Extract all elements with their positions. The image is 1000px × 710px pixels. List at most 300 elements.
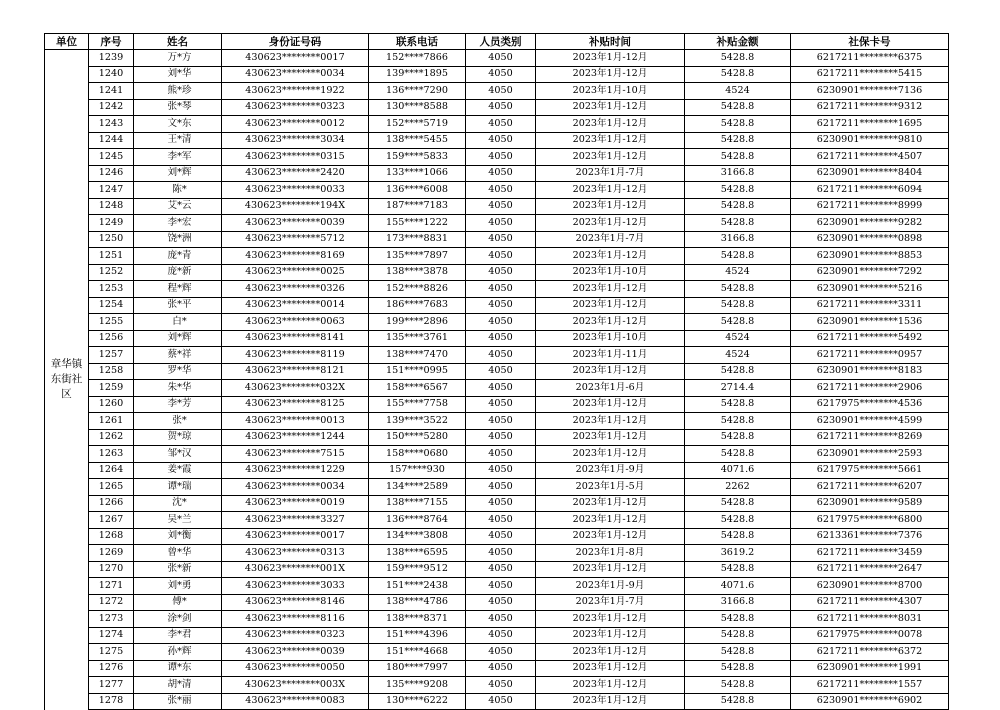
header-id-number: 身份证号码 [222, 34, 369, 50]
cell-name: 谭*瑞 [134, 479, 222, 496]
cell-phone: 134****3808 [369, 528, 466, 545]
table-row [45, 99, 949, 116]
cell-id-number: 430623********2420 [222, 165, 369, 182]
cell-id-number: 430623********032X [222, 380, 369, 397]
cell-id-number: 430623********0323 [222, 627, 369, 644]
cell-social-card: 6217211********2906 [791, 380, 949, 397]
cell-subsidy-amount: 5428.8 [685, 215, 791, 232]
cell-subsidy-amount: 5428.8 [685, 429, 791, 446]
cell-subsidy-period: 2023年1月-12月 [536, 413, 685, 430]
cell-phone: 139****1895 [369, 66, 466, 83]
cell-category: 4050 [466, 660, 536, 677]
cell-subsidy-period: 2023年1月-12月 [536, 396, 685, 413]
cell-name: 饶*洲 [134, 231, 222, 248]
cell-subsidy-period: 2023年1月-12月 [536, 66, 685, 83]
cell-phone: 159****9512 [369, 561, 466, 578]
cell-name: 邹*汉 [134, 446, 222, 463]
cell-category: 4050 [466, 611, 536, 628]
cell-phone: 130****6222 [369, 693, 466, 710]
cell-subsidy-period: 2023年1月-10月 [536, 83, 685, 100]
cell-serial: 1275 [89, 644, 134, 661]
cell-subsidy-period: 2023年1月-12月 [536, 446, 685, 463]
cell-serial: 1262 [89, 429, 134, 446]
cell-id-number: 430623********1229 [222, 462, 369, 479]
cell-name: 刘*勇 [134, 578, 222, 595]
cell-serial: 1248 [89, 198, 134, 215]
cell-subsidy-period: 2023年1月-12月 [536, 363, 685, 380]
cell-serial: 1244 [89, 132, 134, 149]
cell-subsidy-period: 2023年1月-12月 [536, 198, 685, 215]
cell-social-card: 6217211********0957 [791, 347, 949, 364]
cell-name: 朱*华 [134, 380, 222, 397]
table-row [45, 677, 949, 694]
cell-subsidy-amount: 5428.8 [685, 281, 791, 298]
cell-category: 4050 [466, 281, 536, 298]
cell-name: 罗*华 [134, 363, 222, 380]
cell-phone: 134****2589 [369, 479, 466, 496]
cell-serial: 1253 [89, 281, 134, 298]
cell-subsidy-period: 2023年1月-12月 [536, 116, 685, 133]
cell-subsidy-period: 2023年1月-12月 [536, 248, 685, 265]
cell-serial: 1259 [89, 380, 134, 397]
header-name: 姓名 [134, 34, 222, 50]
cell-phone: 135****7897 [369, 248, 466, 265]
cell-category: 4050 [466, 297, 536, 314]
cell-category: 4050 [466, 627, 536, 644]
cell-phone: 187****7183 [369, 198, 466, 215]
table-row [45, 264, 949, 281]
cell-subsidy-amount: 5428.8 [685, 314, 791, 331]
cell-category: 4050 [466, 561, 536, 578]
cell-subsidy-amount: 4524 [685, 347, 791, 364]
cell-category: 4050 [466, 446, 536, 463]
cell-category: 4050 [466, 50, 536, 67]
cell-phone: 151****0995 [369, 363, 466, 380]
cell-social-card: 6230901********4599 [791, 413, 949, 430]
cell-subsidy-amount: 5428.8 [685, 693, 791, 710]
cell-category: 4050 [466, 99, 536, 116]
cell-serial: 1263 [89, 446, 134, 463]
cell-category: 4050 [466, 132, 536, 149]
cell-id-number: 430623********0017 [222, 50, 369, 67]
table-row [45, 446, 949, 463]
cell-id-number: 430623********0039 [222, 215, 369, 232]
table-row [45, 396, 949, 413]
table-row [45, 231, 949, 248]
table-row [45, 561, 949, 578]
cell-social-card: 6230901********9589 [791, 495, 949, 512]
cell-id-number: 430623********3034 [222, 132, 369, 149]
cell-social-card: 6217211********1557 [791, 677, 949, 694]
header-subsidy-period: 补贴时间 [536, 34, 685, 50]
cell-serial: 1277 [89, 677, 134, 694]
cell-subsidy-amount: 5428.8 [685, 611, 791, 628]
cell-category: 4050 [466, 644, 536, 661]
cell-phone: 138****5455 [369, 132, 466, 149]
cell-subsidy-period: 2023年1月-7月 [536, 165, 685, 182]
table-row [45, 693, 949, 710]
unit-cell: 章华镇东街社区 [45, 50, 89, 710]
cell-subsidy-amount: 5428.8 [685, 99, 791, 116]
cell-serial: 1267 [89, 512, 134, 529]
cell-subsidy-amount: 5428.8 [685, 363, 791, 380]
cell-name: 张*平 [134, 297, 222, 314]
cell-category: 4050 [466, 677, 536, 694]
cell-category: 4050 [466, 165, 536, 182]
cell-id-number: 430623********0014 [222, 297, 369, 314]
cell-serial: 1264 [89, 462, 134, 479]
cell-subsidy-period: 2023年1月-12月 [536, 512, 685, 529]
cell-social-card: 6217975********0078 [791, 627, 949, 644]
cell-name: 庞*青 [134, 248, 222, 265]
cell-name: 曾*华 [134, 545, 222, 562]
cell-id-number: 430623********0034 [222, 66, 369, 83]
cell-phone: 151****4396 [369, 627, 466, 644]
cell-subsidy-period: 2023年1月-7月 [536, 231, 685, 248]
cell-serial: 1242 [89, 99, 134, 116]
cell-id-number: 430623********003X [222, 677, 369, 694]
cell-subsidy-period: 2023年1月-12月 [536, 281, 685, 298]
cell-phone: 138****7470 [369, 347, 466, 364]
cell-social-card: 6230901********7292 [791, 264, 949, 281]
cell-social-card: 6217975********4536 [791, 396, 949, 413]
cell-subsidy-period: 2023年1月-12月 [536, 215, 685, 232]
cell-serial: 1254 [89, 297, 134, 314]
cell-subsidy-amount: 5428.8 [685, 528, 791, 545]
cell-social-card: 6230901********8183 [791, 363, 949, 380]
cell-subsidy-period: 2023年1月-12月 [536, 314, 685, 331]
cell-category: 4050 [466, 330, 536, 347]
cell-id-number: 430623********5712 [222, 231, 369, 248]
cell-category: 4050 [466, 462, 536, 479]
cell-phone: 159****5833 [369, 149, 466, 166]
table-row [45, 611, 949, 628]
cell-name: 张* [134, 413, 222, 430]
cell-id-number: 430623********0313 [222, 545, 369, 562]
cell-id-number: 430623********8141 [222, 330, 369, 347]
cell-subsidy-period: 2023年1月-12月 [536, 99, 685, 116]
cell-social-card: 6217211********8031 [791, 611, 949, 628]
cell-serial: 1276 [89, 660, 134, 677]
table-row [45, 479, 949, 496]
cell-subsidy-period: 2023年1月-12月 [536, 561, 685, 578]
cell-social-card: 6217211********5415 [791, 66, 949, 83]
cell-serial: 1265 [89, 479, 134, 496]
cell-phone: 150****5280 [369, 429, 466, 446]
cell-phone: 152****8826 [369, 281, 466, 298]
cell-id-number: 430623********8116 [222, 611, 369, 628]
cell-phone: 133****1066 [369, 165, 466, 182]
cell-name: 张*琴 [134, 99, 222, 116]
cell-subsidy-amount: 5428.8 [685, 561, 791, 578]
cell-social-card: 6217975********6800 [791, 512, 949, 529]
cell-category: 4050 [466, 248, 536, 265]
cell-social-card: 6230901********6902 [791, 693, 949, 710]
cell-name: 万*方 [134, 50, 222, 67]
cell-name: 刘*华 [134, 66, 222, 83]
cell-social-card: 6217211********8999 [791, 198, 949, 215]
cell-subsidy-amount: 2262 [685, 479, 791, 496]
cell-subsidy-period: 2023年1月-12月 [536, 495, 685, 512]
cell-subsidy-amount: 5428.8 [685, 297, 791, 314]
cell-subsidy-amount: 5428.8 [685, 495, 791, 512]
cell-subsidy-period: 2023年1月-5月 [536, 479, 685, 496]
table-row [45, 495, 949, 512]
table-row [45, 116, 949, 133]
cell-subsidy-amount: 4071.6 [685, 578, 791, 595]
cell-social-card: 6217211********6375 [791, 50, 949, 67]
cell-subsidy-amount: 5428.8 [685, 149, 791, 166]
cell-subsidy-period: 2023年1月-12月 [536, 528, 685, 545]
cell-subsidy-amount: 5428.8 [685, 396, 791, 413]
cell-subsidy-amount: 5428.8 [685, 50, 791, 67]
cell-social-card: 6230901********1536 [791, 314, 949, 331]
cell-id-number: 430623********0063 [222, 314, 369, 331]
cell-phone: 152****5719 [369, 116, 466, 133]
cell-id-number: 430623********001X [222, 561, 369, 578]
cell-category: 4050 [466, 528, 536, 545]
cell-phone: 138****4786 [369, 594, 466, 611]
cell-category: 4050 [466, 495, 536, 512]
table-row [45, 314, 949, 331]
cell-serial: 1251 [89, 248, 134, 265]
cell-phone: 199****2896 [369, 314, 466, 331]
cell-serial: 1240 [89, 66, 134, 83]
cell-subsidy-amount: 4524 [685, 264, 791, 281]
cell-category: 4050 [466, 429, 536, 446]
cell-social-card: 6230901********9810 [791, 132, 949, 149]
cell-category: 4050 [466, 347, 536, 364]
cell-category: 4050 [466, 545, 536, 562]
cell-social-card: 6217211********6207 [791, 479, 949, 496]
cell-subsidy-period: 2023年1月-12月 [536, 693, 685, 710]
cell-category: 4050 [466, 693, 536, 710]
cell-id-number: 430623********0050 [222, 660, 369, 677]
cell-name: 庞*新 [134, 264, 222, 281]
header-unit: 单位 [45, 34, 89, 50]
cell-id-number: 430623********0025 [222, 264, 369, 281]
cell-serial: 1250 [89, 231, 134, 248]
cell-subsidy-amount: 5428.8 [685, 198, 791, 215]
cell-social-card: 6230901********5216 [791, 281, 949, 298]
cell-name: 谭*东 [134, 660, 222, 677]
cell-subsidy-amount: 5428.8 [685, 413, 791, 430]
cell-name: 刘*辉 [134, 165, 222, 182]
cell-phone: 138****7155 [369, 495, 466, 512]
table-row [45, 50, 949, 67]
cell-subsidy-period: 2023年1月-12月 [536, 677, 685, 694]
cell-social-card: 6217211********6094 [791, 182, 949, 199]
cell-phone: 186****7683 [369, 297, 466, 314]
cell-subsidy-period: 2023年1月-10月 [536, 330, 685, 347]
cell-phone: 151****4668 [369, 644, 466, 661]
cell-social-card: 6230901********0898 [791, 231, 949, 248]
cell-name: 李*君 [134, 627, 222, 644]
cell-serial: 1268 [89, 528, 134, 545]
cell-category: 4050 [466, 215, 536, 232]
cell-id-number: 430623********1244 [222, 429, 369, 446]
cell-id-number: 430623********7515 [222, 446, 369, 463]
cell-serial: 1241 [89, 83, 134, 100]
cell-serial: 1252 [89, 264, 134, 281]
table-row [45, 660, 949, 677]
cell-subsidy-amount: 5428.8 [685, 677, 791, 694]
cell-serial: 1243 [89, 116, 134, 133]
cell-social-card: 6217211********8269 [791, 429, 949, 446]
cell-subsidy-period: 2023年1月-10月 [536, 264, 685, 281]
cell-subsidy-period: 2023年1月-12月 [536, 429, 685, 446]
table-row [45, 627, 949, 644]
header-phone: 联系电话 [369, 34, 466, 50]
cell-phone: 155****7758 [369, 396, 466, 413]
cell-category: 4050 [466, 512, 536, 529]
cell-name: 蔡*祥 [134, 347, 222, 364]
cell-subsidy-amount: 3619.2 [685, 545, 791, 562]
cell-name: 涂*剑 [134, 611, 222, 628]
cell-phone: 136****6008 [369, 182, 466, 199]
cell-phone: 157****930 [369, 462, 466, 479]
cell-id-number: 430623********0012 [222, 116, 369, 133]
table-row [45, 83, 949, 100]
cell-id-number: 430623********0019 [222, 495, 369, 512]
cell-id-number: 430623********8125 [222, 396, 369, 413]
cell-category: 4050 [466, 149, 536, 166]
table-row [45, 578, 949, 595]
cell-subsidy-amount: 4071.6 [685, 462, 791, 479]
cell-category: 4050 [466, 380, 536, 397]
cell-social-card: 6217211********3459 [791, 545, 949, 562]
cell-name: 李*芳 [134, 396, 222, 413]
table-row [45, 215, 949, 232]
cell-social-card: 6230901********8404 [791, 165, 949, 182]
cell-serial: 1269 [89, 545, 134, 562]
cell-phone: 180****7997 [369, 660, 466, 677]
cell-category: 4050 [466, 198, 536, 215]
cell-id-number: 430623********8119 [222, 347, 369, 364]
cell-id-number: 430623********0017 [222, 528, 369, 545]
cell-category: 4050 [466, 413, 536, 430]
cell-name: 姜*霞 [134, 462, 222, 479]
table-row [45, 281, 949, 298]
cell-serial: 1245 [89, 149, 134, 166]
cell-subsidy-period: 2023年1月-12月 [536, 149, 685, 166]
cell-id-number: 430623********0083 [222, 693, 369, 710]
cell-serial: 1273 [89, 611, 134, 628]
cell-social-card: 6230901********7136 [791, 83, 949, 100]
table-row [45, 429, 949, 446]
cell-phone: 155****1222 [369, 215, 466, 232]
table-row [45, 363, 949, 380]
cell-subsidy-amount: 5428.8 [685, 132, 791, 149]
cell-name: 张*丽 [134, 693, 222, 710]
cell-subsidy-period: 2023年1月-12月 [536, 660, 685, 677]
cell-subsidy-amount: 5428.8 [685, 644, 791, 661]
cell-phone: 158****0680 [369, 446, 466, 463]
cell-serial: 1246 [89, 165, 134, 182]
cell-name: 李*军 [134, 149, 222, 166]
cell-id-number: 430623********1922 [222, 83, 369, 100]
cell-subsidy-amount: 5428.8 [685, 116, 791, 133]
cell-phone: 158****6567 [369, 380, 466, 397]
table-row [45, 297, 949, 314]
cell-subsidy-amount: 5428.8 [685, 182, 791, 199]
cell-social-card: 6230901********8853 [791, 248, 949, 265]
cell-subsidy-period: 2023年1月-12月 [536, 297, 685, 314]
cell-category: 4050 [466, 83, 536, 100]
cell-serial: 1266 [89, 495, 134, 512]
cell-social-card: 6230901********8700 [791, 578, 949, 595]
cell-phone: 173****8831 [369, 231, 466, 248]
cell-subsidy-period: 2023年1月-6月 [536, 380, 685, 397]
cell-serial: 1278 [89, 693, 134, 710]
cell-social-card: 6217211********5492 [791, 330, 949, 347]
cell-social-card: 6230901********9282 [791, 215, 949, 232]
table-row [45, 182, 949, 199]
cell-phone: 138****3878 [369, 264, 466, 281]
cell-id-number: 430623********3033 [222, 578, 369, 595]
cell-social-card: 6213361********7376 [791, 528, 949, 545]
cell-id-number: 430623********3327 [222, 512, 369, 529]
cell-subsidy-period: 2023年1月-11月 [536, 347, 685, 364]
cell-subsidy-period: 2023年1月-9月 [536, 578, 685, 595]
cell-phone: 151****2438 [369, 578, 466, 595]
cell-subsidy-amount: 5428.8 [685, 66, 791, 83]
cell-name: 吴*兰 [134, 512, 222, 529]
cell-subsidy-amount: 3166.8 [685, 165, 791, 182]
table-row [45, 66, 949, 83]
cell-phone: 139****3522 [369, 413, 466, 430]
cell-name: 李*宏 [134, 215, 222, 232]
cell-name: 陈* [134, 182, 222, 199]
cell-id-number: 430623********0326 [222, 281, 369, 298]
cell-subsidy-period: 2023年1月-12月 [536, 132, 685, 149]
cell-id-number: 430623********0315 [222, 149, 369, 166]
cell-social-card: 6230901********1991 [791, 660, 949, 677]
table-row [45, 644, 949, 661]
table-row [45, 198, 949, 215]
cell-social-card: 6217211********3311 [791, 297, 949, 314]
cell-subsidy-period: 2023年1月-12月 [536, 644, 685, 661]
cell-id-number: 430623********8169 [222, 248, 369, 265]
table-row [45, 380, 949, 397]
cell-subsidy-period: 2023年1月-12月 [536, 627, 685, 644]
cell-serial: 1249 [89, 215, 134, 232]
cell-id-number: 430623********194X [222, 198, 369, 215]
cell-serial: 1258 [89, 363, 134, 380]
cell-id-number: 430623********8121 [222, 363, 369, 380]
table-row [45, 462, 949, 479]
cell-serial: 1261 [89, 413, 134, 430]
cell-subsidy-period: 2023年1月-12月 [536, 182, 685, 199]
cell-subsidy-amount: 4524 [685, 330, 791, 347]
cell-id-number: 430623********0013 [222, 413, 369, 430]
table-row [45, 512, 949, 529]
cell-name: 艾*云 [134, 198, 222, 215]
cell-serial: 1260 [89, 396, 134, 413]
cell-subsidy-amount: 3166.8 [685, 231, 791, 248]
table-row [45, 347, 949, 364]
cell-id-number: 430623********0323 [222, 99, 369, 116]
cell-id-number: 430623********8146 [222, 594, 369, 611]
table-body [45, 50, 949, 710]
cell-name: 白* [134, 314, 222, 331]
cell-category: 4050 [466, 116, 536, 133]
cell-subsidy-amount: 5428.8 [685, 627, 791, 644]
cell-serial: 1272 [89, 594, 134, 611]
cell-category: 4050 [466, 66, 536, 83]
cell-name: 程*辉 [134, 281, 222, 298]
cell-name: 贺*琼 [134, 429, 222, 446]
